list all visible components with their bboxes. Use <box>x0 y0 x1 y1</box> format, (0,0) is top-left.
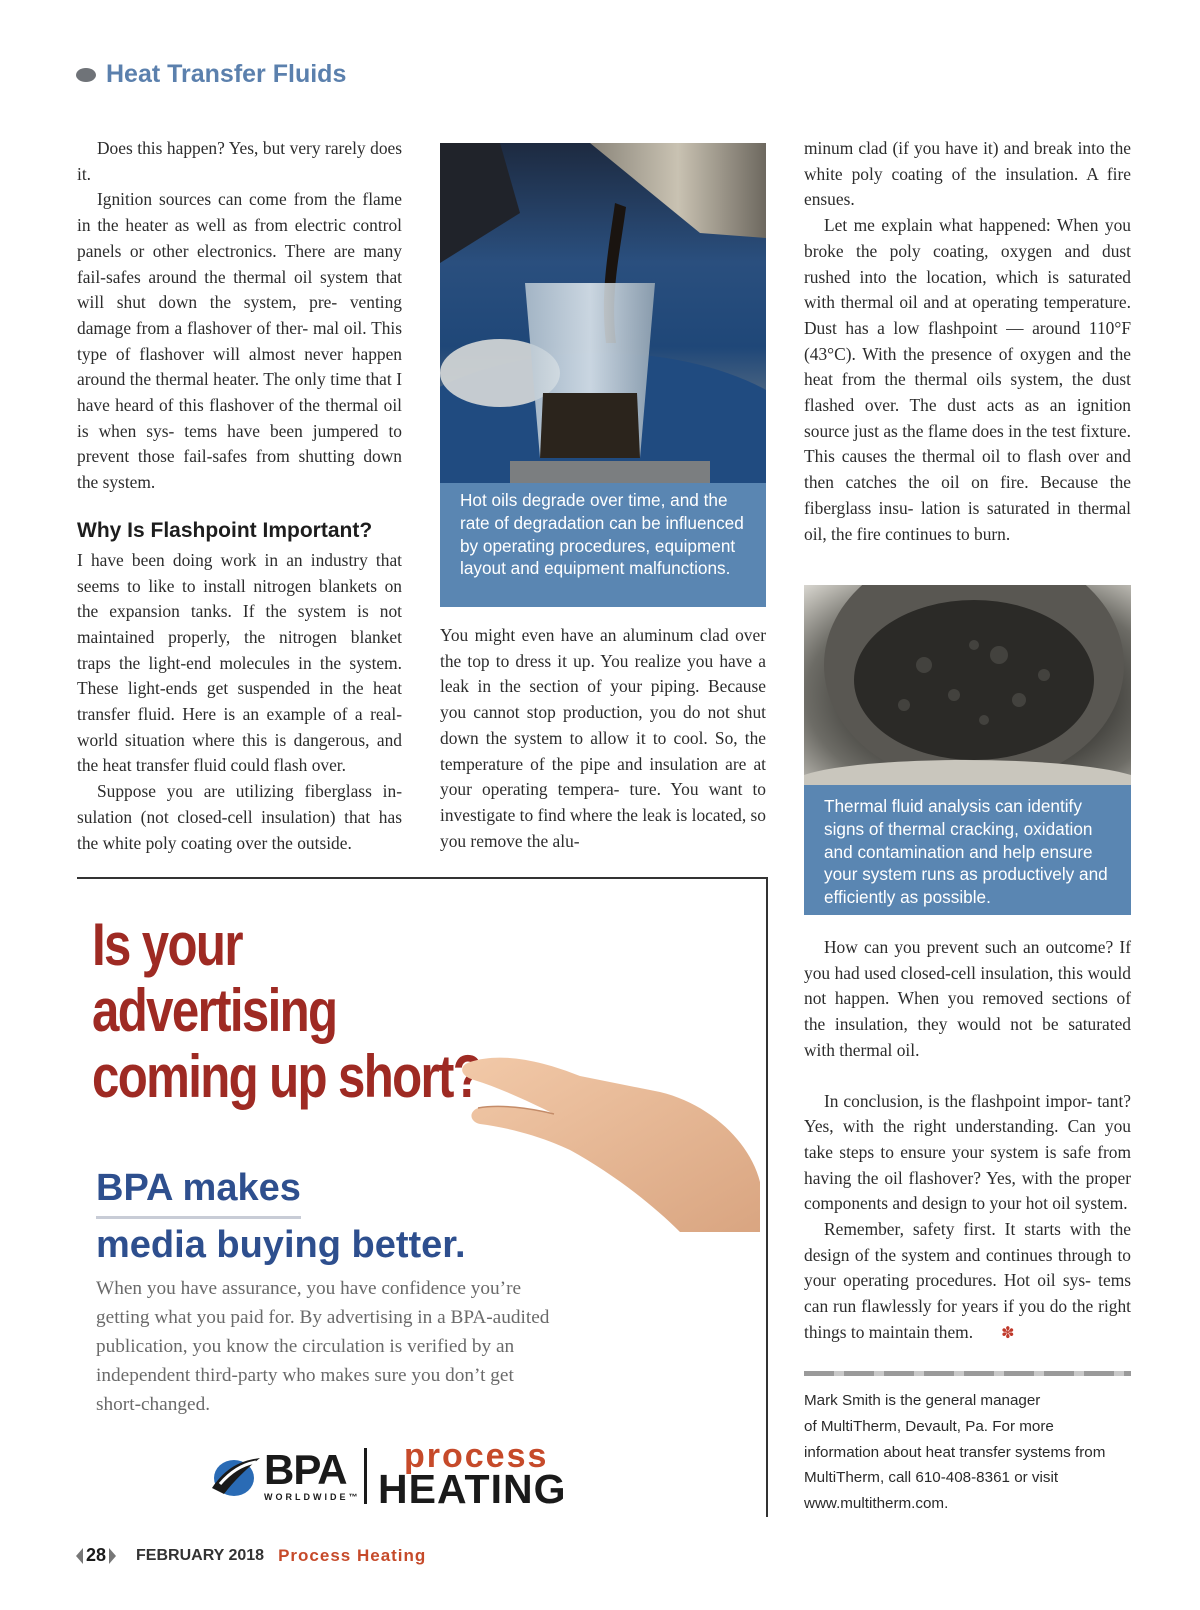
section-title: Heat Transfer Fluids <box>106 60 347 88</box>
ad-subheadline-line: BPA makes <box>96 1162 301 1219</box>
bio-divider <box>804 1371 1131 1376</box>
logo-heating: HEATING <box>378 1466 567 1512</box>
ad-headline-line: advertising <box>92 977 337 1044</box>
oil-pour-photo <box>440 143 766 483</box>
sludge-illustration <box>804 585 1131 785</box>
photo-caption: Thermal fluid analysis can identify signs of thermal cracking, oxidation and contamination and help ensure your system runs as productively and efficiently as possible. <box>804 785 1131 915</box>
issue-date: FEBRUARY 2018 <box>136 1546 265 1564</box>
bio-line: Mark Smith is the general manager <box>804 1392 1041 1409</box>
bio-line: of MultiTherm, Devault, Pa. For more <box>804 1417 1054 1435</box>
bullet-icon <box>76 68 96 82</box>
paragraph: You might even have an aluminum clad over the top to dress it up. You realize you have a leak in the section of your piping. Because you cannot stop production, you do not shut down the system to allow it to cool. So, the temperature of the pipe and insulation are at your operating tempera- ture. You want to investigate to find where the leak is located, so you remove the alu- <box>440 625 766 851</box>
logo-divider <box>364 1448 367 1504</box>
article-column-3-continued <box>804 935 1131 1346</box>
page-footer <box>76 1545 426 1566</box>
ad-border-top <box>77 877 768 879</box>
section-header <box>76 60 346 89</box>
ad-subheadline-line: media buying better. <box>96 1224 466 1266</box>
oil-pour-illustration <box>440 143 766 483</box>
bpa-globe-icon <box>210 1454 262 1498</box>
bio-line: information about heat transfer systems from <box>804 1443 1106 1461</box>
paragraph: In conclusion, is the flashpoint impor- tant? Yes, with the right understanding. Can you take steps to ensure your system is safe from having the oil flashover? Yes, with the proper components and design to your hot oil system. <box>804 1090 1131 1214</box>
left-arrow-icon <box>76 1548 83 1564</box>
article-column-1 <box>77 136 402 856</box>
paragraph <box>804 1217 1131 1346</box>
magazine-name: Process Heating <box>278 1545 427 1565</box>
bio-line: www.multitherm.com. <box>804 1495 949 1513</box>
ad-border-right <box>766 877 768 1517</box>
article-column-2 <box>440 623 766 854</box>
paragraph-gap <box>804 1064 1131 1089</box>
bpa-worldwide: WORLDWIDE™ <box>264 1492 361 1502</box>
author-bio <box>804 1388 1131 1517</box>
subheading: Why Is Flashpoint Important? <box>77 518 373 542</box>
bpa-logo <box>210 1446 361 1502</box>
sludge-bucket-photo <box>804 585 1131 785</box>
paragraph: minum clad (if you have it) and break into the white poly coating of the insulation. A fire ensues. <box>804 138 1131 210</box>
paragraph: Ignition sources can come from the flame in the heater as well as from electric control panels or other electronics. There are many fail-safes around the thermal oil system that will shut down the system, pre- venting damage from a flashover of ther- mal oil. This type of flashover will almost never happen around the thermal heater. The only time that I have heard of this flashover of the thermal oil is when sys- tems have been jumpered to prevent those fail-safes from shutting down the system. <box>77 189 402 493</box>
photo-caption: Hot oils degrade over time, and the rate of degradation can be influenced by operating procedures, equipment layout and equipment malfunctions. <box>440 483 766 607</box>
paragraph: Let me explain what happened: When you broke the poly coating, oxygen and dust rushed into the location, which is saturated with thermal oil and at operating temperature. Dust has a low flashpoint — around 110°F (43°C). With the presence of oxygen and the heat from the thermal oils system, the dust flashed over. The dust acts as an ignition source just as the flame does in the test fixture. This causes the thermal oil to flash over and then catches the oil on fire. Because the fiberglass insu- lation is saturated in thermal oil, the fire continues to burn. <box>804 215 1131 544</box>
page-number: 28 <box>86 1545 107 1565</box>
logo-process: process <box>404 1437 549 1475</box>
ad-subheadline <box>96 1162 466 1271</box>
process-heating-logo <box>378 1437 567 1512</box>
paragraph: How can you prevent such an outcome? If you had used closed-cell insulation, this would not happen. When you removed sections of the insulation, they would not be saturated with thermal oil. <box>804 937 1131 1060</box>
paragraph: Suppose you are utilizing fiberglass in- sulation (not closed-cell insulation) that has the white poly coating over the outside. <box>77 781 402 853</box>
ad-body-text: When you have assurance, you have confidence you’re getting what you paid for. By advertising in a BPA-audited publication, you know the circulation is verified by an independent third-party who makes sure you don’t get short-changed. <box>96 1278 550 1415</box>
right-arrow-icon <box>109 1548 116 1564</box>
bpa-name: BPA <box>264 1446 347 1493</box>
ad-headline-line: Is your <box>92 911 242 978</box>
bio-line: MultiTherm, call 610-408-8361 or visit <box>804 1469 1059 1487</box>
end-mark-icon: ✽ <box>1001 1322 1015 1342</box>
pinching-hand-icon <box>430 1032 760 1232</box>
closing-text: Remember, safety first. It starts with the design of the system and continues through to your operating procedures. Hot oil sys- tems can run flawlessly for years if you do the right things to maintain them. <box>804 1219 1131 1342</box>
paragraph: I have been doing work in an industry that seems to like to install nitrogen blankets on the expansion tanks. If the system is not maintained properly, the nitrogen blanket traps the light-end molecules in the system. These light-ends get suspended in the heat transfer fluid. Here is an example of a real- world situation where this is dangerous, and the heat transfer fluid could flash over. <box>77 549 402 776</box>
ad-headline-line: coming up short? <box>92 1043 482 1110</box>
article-column-3 <box>804 136 1131 547</box>
paragraph: Does this happen? Yes, but very rarely does it. <box>77 138 402 184</box>
